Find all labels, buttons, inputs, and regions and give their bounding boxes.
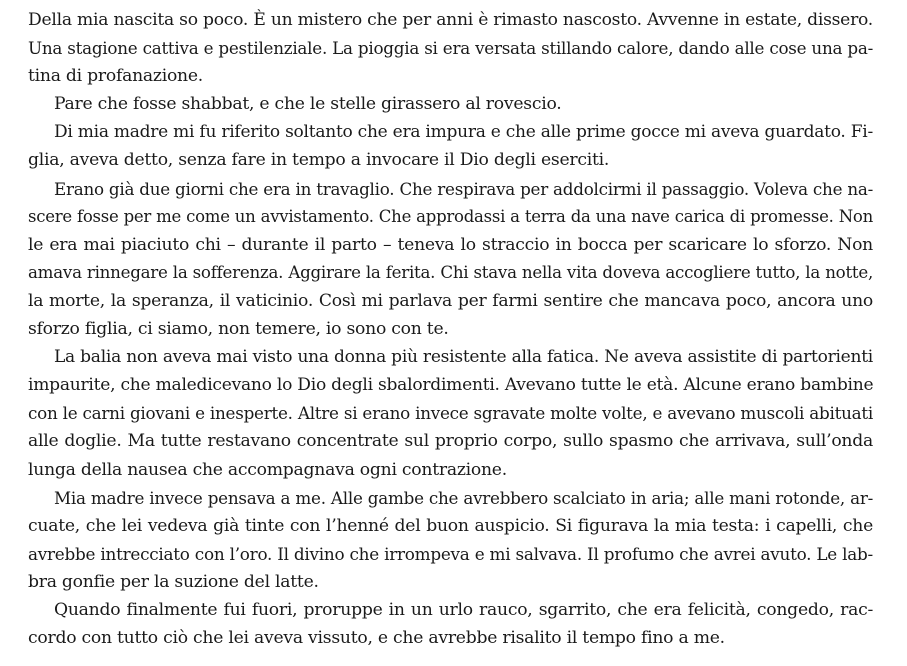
paragraph <box>28 90 873 118</box>
text-line: la morte, la speranza, il vaticinio. Così mi parlava per farmi sentire che mancava poco, ancora uno <box>28 290 873 311</box>
text-line: scere fosse per me come un avvistamento. Che approdassi a terra da una nave carica di promesse. Non <box>28 206 873 226</box>
paragraph <box>28 596 873 652</box>
paragraph <box>28 6 873 90</box>
text-line: Pare che fosse shabbat, e che le stelle girassero al rovescio. <box>54 94 562 115</box>
text-line: tina di profanazione. <box>28 66 203 87</box>
text-line: alle doglie. Ma tutte restavano concentrate sul proprio corpo, sullo spasmo che arrivava, sull’onda <box>28 431 873 452</box>
text-line: Mia madre invece pensava a me. Alle gambe che avrebbero scalciato in aria; alle mani rotonde, ar- <box>54 487 873 508</box>
text-line: impaurite, che maledicevano lo Dio degli sbalordimenti. Avevano tutte le età. Alcune erano bambine <box>28 375 874 396</box>
text-line: sforzo figlia, ci siamo, non temere, io sono con te. <box>28 319 449 340</box>
text-line: La balia non aveva mai visto una donna più resistente alla fatica. Ne aveva assistite di partorienti <box>54 347 873 368</box>
paragraph <box>28 118 873 174</box>
text-line: le era mai piaciuto chi – durante il parto – teneva lo straccio in bocca per scaricare lo sforzo. Non <box>28 234 873 255</box>
text-line: Quando finalmente fui fuori, proruppe in un urlo rauco, sgarrito, che era felicità, congedo, rac- <box>54 599 873 620</box>
text-line: lunga della nausea che accompagnava ogni contrazione. <box>28 459 507 480</box>
text-line: Erano già due giorni che era in travaglio. Che respirava per addolcirmi il passaggio. Voleva che na- <box>54 178 873 199</box>
text-line: amava rinnegare la sofferenza. Aggirare la ferita. Chi stava nella vita doveva accogliere tutto, la notte, <box>28 262 873 282</box>
paragraph <box>28 175 873 344</box>
text-line: Una stagione cattiva e pestilenziale. La pioggia si era versata stillando calore, dando alle cose una pa- <box>28 38 873 59</box>
paragraph <box>28 484 873 596</box>
text-line: avrebbe intrecciato con l’oro. Il divino che irrompeva e mi salvava. Il profumo che avrei avuto. Le lab- <box>28 543 873 564</box>
text-line: Della mia nascita so poco. È un mistero che per anni è rimasto nascosto. Avvenne in estate, dissero. <box>28 10 873 30</box>
text-line: Di mia madre mi fu riferito soltanto che era impura e che alle prime gocce mi aveva guardato. Fi- <box>54 122 873 143</box>
text-line: cuate, che lei vedeva già tinte con l’henné del buon auspicio. Si figurava la mia testa: i capelli, che <box>28 515 873 536</box>
text-line: cordo con tutto ciò che lei aveva vissuto, e che avrebbe risalito il tempo fino a me. <box>28 628 725 649</box>
paragraph <box>28 343 873 483</box>
text-line: con le carni giovani e inesperte. Altre si erano invece sgravate molte volte, e avevano muscoli abituati <box>28 403 873 424</box>
text-line: bra gonfie per la suzione del latte. <box>28 571 319 592</box>
book-page <box>28 6 873 652</box>
text-line: glia, aveva detto, senza fare in tempo a invocare il Dio degli eserciti. <box>28 150 610 171</box>
